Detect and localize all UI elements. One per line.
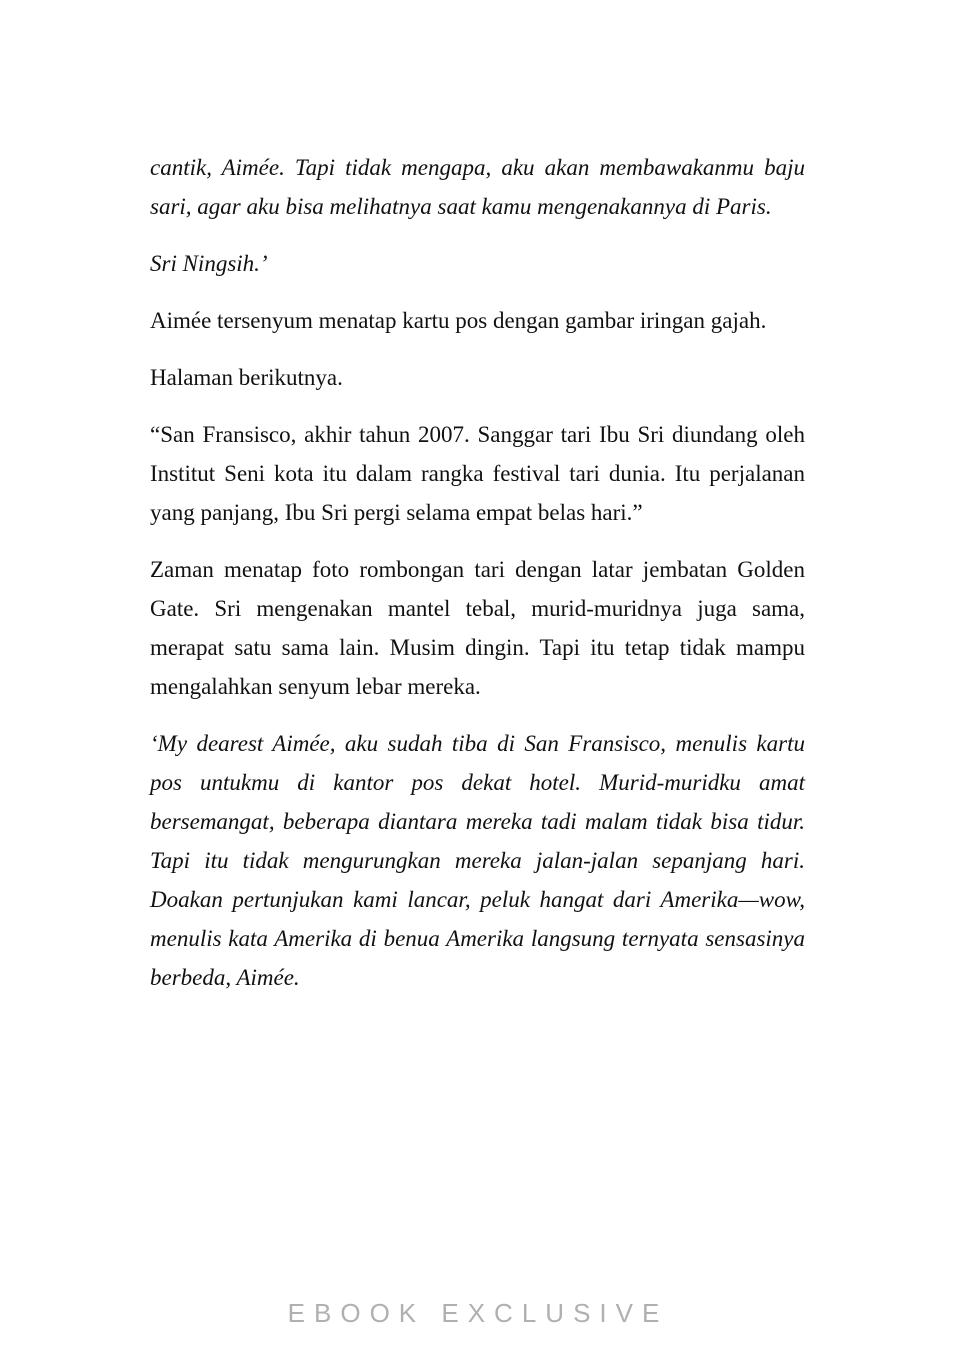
paragraph-3: Aimée tersenyum menatap kartu pos dengan gambar iringan gajah. xyxy=(150,308,767,333)
paragraph-6: Zaman menatap foto rombongan tari dengan latar jembatan Golden Gate. Sri mengenakan mantel tebal, murid-muridnya juga sama, merapat satu sama lain. Musim dingin. Tapi itu tetap tidak mampu mengalahkan senyum lebar mereka. xyxy=(150,557,805,699)
paragraph-2: Sri Ningsih.’ xyxy=(150,251,268,276)
paragraph-7: ‘My dearest Aimée, aku sudah tiba di San Fransisco, menulis kartu pos untukmu di kantor pos dekat hotel. Murid-muridku amat bersemangat, beberapa diantara mereka tadi malam tidak bisa tidur. Tapi itu tidak mengurungkan mereka jalan-jalan sepanjang hari. Doakan pertunjukan kami lancar, peluk hangat dari Amerika—wow, menulis kata Amerika di benua Amerika langsung ternyata sensasinya berbeda, Aimée. xyxy=(150,731,805,990)
paragraph-5: “San Fransisco, akhir tahun 2007. Sanggar tari Ibu Sri diundang oleh Institut Seni kota itu dalam rangka festival tari dunia. Itu perjalanan yang panjang, Ibu Sri pergi selama empat belas hari.” xyxy=(150,422,805,525)
paragraph-4: Halaman berikutnya. xyxy=(150,365,343,390)
page-body xyxy=(150,148,805,1015)
footer-watermark: EBOOK EXCLUSIVE xyxy=(287,1298,669,1328)
paragraph-1: cantik, Aimée. Tapi tidak mengapa, aku akan membawakanmu baju sari, agar aku bisa melihatnya saat kamu mengenakannya di Paris. xyxy=(150,155,805,219)
